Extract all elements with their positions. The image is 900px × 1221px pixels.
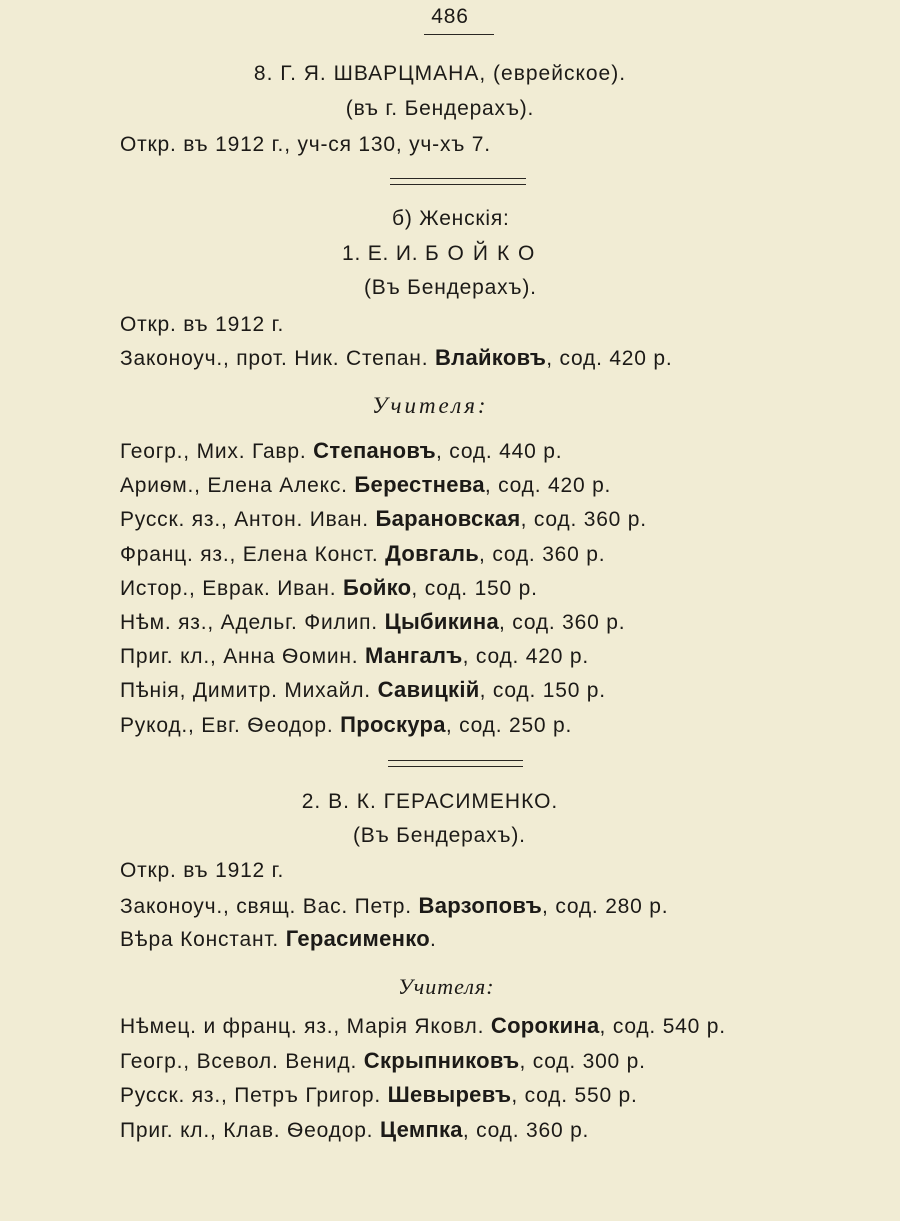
teacher-salary: , сод. 420 р.: [462, 645, 589, 669]
teacher-role-and-name: Геогр., Мих. Гавр.: [120, 440, 314, 463]
section8-place: (въ г. Бендерахъ).: [345, 97, 535, 120]
teacher-entry: [120, 541, 605, 567]
teacher-entry: [120, 472, 611, 498]
page-number-rule: [424, 34, 494, 35]
school2-title: 2. В. К. ГЕРАСИМЕНКО.: [301, 790, 559, 813]
teacher-surname: Довгаль: [385, 540, 480, 566]
teacher-surname: Бойко: [342, 574, 412, 600]
school2-place: (Въ Бендерахъ).: [353, 824, 526, 847]
page-number: 486: [431, 5, 469, 28]
teacher-role-and-name: Нѣмец. и франц. яз., Марія Яковл.: [120, 1015, 491, 1038]
section-divider: [390, 178, 526, 185]
teacher-surname: Барановская: [375, 506, 521, 532]
school1-title-initials: 1. Е. И.: [342, 242, 419, 265]
teacher-entry: [120, 1048, 646, 1074]
teacher-role-and-name: Нѣм. яз., Адельг. Филип.: [120, 611, 385, 634]
teacher-surname: Цемпка: [379, 1116, 463, 1142]
teacher-entry: [120, 1013, 726, 1039]
school2-teachers-heading: Учителя:: [398, 974, 495, 999]
teacher-entry: [120, 1117, 589, 1143]
teacher-entry: [120, 575, 538, 601]
teacher-entry: [120, 677, 606, 703]
school2-opened: Откр. въ 1912 г.: [120, 859, 285, 882]
teacher-salary: , сод. 360 р.: [479, 542, 606, 566]
teacher-role-and-name: Истор., Еврак. Иван.: [120, 576, 343, 600]
teacher-role-and-name: Франц. яз., Елена Конст.: [120, 542, 386, 566]
teacher-surname: Сорокина: [490, 1013, 600, 1038]
teacher-salary: , сод. 440 р.: [436, 440, 563, 463]
teacher-surname: Мангалъ: [365, 643, 463, 669]
law-teacher-role: Законоуч., прот. Ник. Степан.: [120, 347, 435, 370]
section8-info: Откр. въ 1912 г., уч-ся 130, уч-хъ 7.: [120, 133, 491, 156]
teacher-surname: Скрыпниковъ: [363, 1047, 520, 1073]
teacher-entry: [120, 438, 562, 464]
school1-place: (Въ Бендерахъ).: [364, 276, 537, 299]
teacher-surname: Цыбикина: [384, 609, 500, 634]
teacher-role-and-name: Рукод., Евг. Ѳеодор.: [120, 713, 341, 737]
teacher-role-and-name: Ариѳм., Елена Алекс.: [120, 474, 355, 498]
head-given-names: Вѣра Констант.: [120, 928, 286, 951]
section-divider: [388, 760, 523, 767]
teacher-role-and-name: Геогр., Всевол. Венид.: [120, 1049, 364, 1073]
teacher-surname: Проскура: [340, 711, 446, 737]
head-period: .: [429, 928, 437, 951]
section8-title: 8. Г. Я. ШВАРЦМАНА, (еврейское).: [253, 62, 627, 85]
teacher-entry: [120, 1082, 638, 1108]
teacher-role-and-name: Русск. яз., Антон. Иван.: [120, 508, 376, 532]
teacher-surname: Берестнева: [354, 472, 485, 498]
school2-head: [120, 926, 437, 952]
law-teacher-surname: Варзоповъ: [418, 893, 543, 918]
teacher-salary: , сод. 360 р.: [520, 508, 647, 532]
school1-opened: Откр. въ 1912 г.: [120, 313, 285, 336]
school2-law-teacher: [120, 893, 668, 919]
teacher-role-and-name: Пѣнія, Димитр. Михайл.: [120, 679, 378, 703]
school1-title: [342, 242, 543, 266]
teacher-salary: , сод. 150 р.: [411, 576, 538, 600]
head-surname: Герасименко: [285, 926, 430, 951]
law-teacher-surname: Влайковъ: [434, 345, 547, 370]
teacher-salary: , сод. 550 р.: [511, 1084, 638, 1107]
school1-teachers-heading: Учителя:: [372, 393, 489, 418]
teacher-salary: , сод. 540 р.: [599, 1015, 726, 1038]
teacher-role-and-name: Приг. кл., Клав. Ѳеодор.: [120, 1118, 380, 1142]
teacher-salary: , сод. 360 р.: [499, 611, 626, 634]
teacher-salary: , сод. 420 р.: [484, 474, 612, 498]
teacher-entry: [120, 712, 572, 738]
teacher-salary: , сод. 360 р.: [462, 1118, 590, 1142]
teacher-surname: Шевыревъ: [387, 1082, 512, 1107]
law-teacher-salary: , сод. 420 р.: [546, 347, 673, 370]
teacher-entry: [120, 506, 647, 532]
school1-law-teacher: [120, 345, 673, 371]
law-teacher-salary: , сод. 280 р.: [542, 895, 669, 918]
teacher-entry: [120, 609, 625, 635]
teacher-role-and-name: Русск. яз., Петръ Григор.: [120, 1084, 388, 1107]
teacher-entry: [120, 643, 589, 669]
teacher-salary: , сод. 150 р.: [479, 679, 606, 703]
teacher-surname: Савицкій: [377, 677, 480, 703]
teacher-surname: Степановъ: [313, 438, 437, 463]
law-teacher-role: Законоуч., свящ. Вас. Петр.: [120, 895, 419, 918]
women-schools-label: б) Женскія:: [392, 207, 510, 230]
teacher-salary: , сод. 300 р.: [519, 1049, 646, 1073]
teacher-role-and-name: Приг. кл., Анна Ѳомин.: [120, 645, 366, 669]
teacher-salary: , сод. 250 р.: [445, 713, 573, 737]
school1-title-name: БОЙКО: [425, 242, 544, 265]
